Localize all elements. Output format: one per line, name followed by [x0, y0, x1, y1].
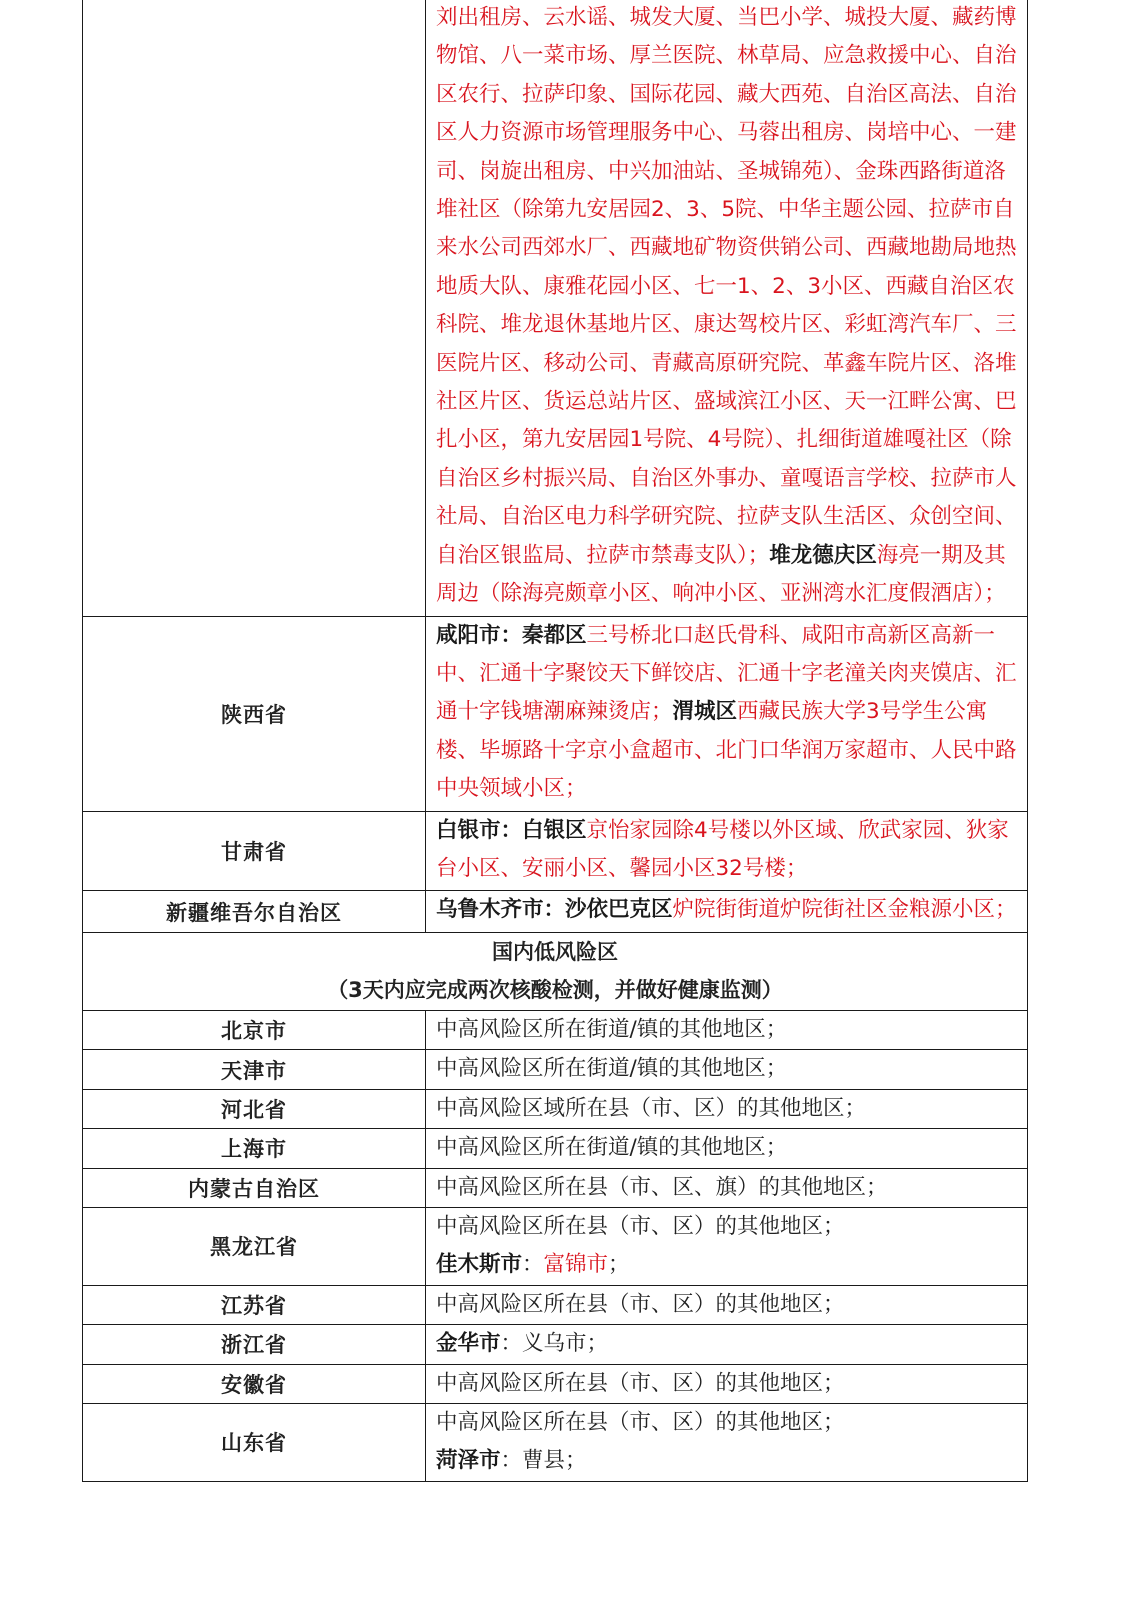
area-line	[436, 1208, 1017, 1246]
table-row	[83, 811, 1028, 891]
province-cell: 内蒙古自治区	[83, 1168, 426, 1207]
area-list-cell	[426, 1168, 1028, 1207]
area-text: 中高风险区所在县（市、区）的其他地区；	[436, 1410, 845, 1435]
area-list-cell	[426, 1404, 1028, 1482]
section-header-row	[83, 932, 1028, 1010]
area-text: 中高风险区所在街道/镇的其他地区；	[436, 1135, 788, 1161]
province-cell: 甘肃省	[83, 811, 426, 891]
area-list-cell	[426, 1285, 1028, 1324]
area-text: 中高风险区所在县（市、区）的其他地区；	[436, 1213, 845, 1239]
area-list-cell	[426, 1050, 1028, 1089]
province-cell: 陕西省	[83, 616, 426, 811]
area-line	[436, 1090, 1017, 1128]
province-cell: 河北省	[83, 1089, 426, 1128]
area-name-red: 刘出租房、云水谣、城发大厦、当巴小学、城投大厦、藏药博物馆、八一菜市场、厚兰医院、林草局、应急救援中心、自治区农行、拉萨印象、国际花园、藏大西苑、自治区高法、自治区人力资源市场管理服务中心、马蓉出租房、岗培中心、一建司、岗旋出租房、中兴加油站、圣城锦苑）、金珠西路街道洛堆社区（除第九安居园2、3、5院、中华主题公园、拉萨市自来水公司西郊水厂、西藏地矿物资供销公司、西藏地勘局地热地质大队、康雅花园小区、七一1、2、3小区、西藏自治区农科院、堆龙退休基地片区、康达驾校片区、彩虹湾汽车厂、三医院片区、移动公司、青藏高原研究院、革鑫车院片区、洛堆社区片区、货运总站片区、盛域滨江小区、天一江畔公寓、巴扎小区，第九安居园1号院、4号院）、扎细街道雄嘎社区（除自治区乡村振兴局、自治区外事办、童嘎语言学校、拉萨市人社局、自治区电力科学研究院、拉萨支队生活区、众创空间、自治区银监局、拉萨市禁毒支队）；	[436, 5, 1017, 568]
table-row	[83, 1285, 1028, 1324]
area-name-red: 京怡家园除4号楼以外区域、欣武家园、狄家台小区、安丽小区、馨园小区32号楼；	[436, 817, 1009, 881]
area-line	[436, 1325, 1017, 1363]
area-list-cell	[426, 1129, 1028, 1168]
area-list-cell	[426, 1010, 1028, 1049]
province-cell: 山东省	[83, 1404, 426, 1482]
province-cell: 上海市	[83, 1129, 426, 1168]
table-row	[83, 1089, 1028, 1128]
risk-area-table	[82, 0, 1028, 1482]
area-line	[436, 1011, 1017, 1049]
area-line	[436, 1442, 1017, 1480]
area-text: ：曹县；	[500, 1448, 587, 1474]
table-row	[83, 1207, 1028, 1285]
region-name-bold: 菏泽市	[436, 1448, 501, 1474]
area-line	[436, 1404, 1017, 1442]
province-cell: 浙江省	[83, 1325, 426, 1364]
table-row	[83, 616, 1028, 811]
area-line	[436, 1286, 1017, 1324]
province-cell: 江苏省	[83, 1285, 426, 1324]
area-line	[436, 1129, 1017, 1167]
risk-area-table-body	[83, 0, 1028, 1481]
area-name-red: 西藏民族大学3号学生公寓楼、毕塬路十字京小盒超市、北门口华润万家超市、人民中路中央领域小区；	[436, 699, 1017, 802]
area-name-red: 三号桥北口赵氏骨科、咸阳市高新区高新一中、汇通十字聚饺天下鲜饺店、汇通十字老潼关肉夹馍店、汇通十字钱塘潮麻辣烫店；	[436, 622, 1017, 725]
area-list-cell	[426, 616, 1028, 811]
table-row	[83, 1168, 1028, 1207]
area-line	[436, 1050, 1017, 1088]
area-list-cell	[426, 0, 1028, 616]
province-cell: 天津市	[83, 1050, 426, 1089]
table-row	[83, 1050, 1028, 1089]
province-cell: 北京市	[83, 1010, 426, 1049]
province-cell: 黑龙江省	[83, 1207, 426, 1285]
region-name-bold: 咸阳市：秦都区	[436, 622, 587, 648]
region-name-bold: 乌鲁木齐市：沙依巴克区	[436, 897, 673, 923]
table-row	[83, 891, 1028, 932]
area-list-cell	[426, 1089, 1028, 1128]
province-cell	[83, 0, 426, 616]
section-subtitle: （3天内应完成两次核酸检测，并做好健康监测）	[327, 978, 783, 1003]
area-text: ：	[522, 1252, 544, 1278]
region-name-bold: 白银市：白银区	[436, 817, 587, 843]
table-row	[83, 1364, 1028, 1403]
province-cell: 新疆维吾尔自治区	[83, 891, 426, 932]
area-name-red: 海亮一期及其周边（除海亮颇章小区、响冲小区、亚洲湾水汇度假酒店）；	[436, 542, 1006, 607]
table-row	[83, 1404, 1028, 1482]
area-text: 中高风险区所在街道/镇的其他地区；	[436, 1056, 788, 1082]
area-text: 中高风险区所在县（市、区）的其他地区；	[436, 1370, 845, 1396]
region-name-bold: 堆龙德庆区	[769, 542, 877, 568]
section-title: 国内低风险区	[492, 939, 618, 964]
area-list-cell	[426, 1364, 1028, 1403]
province-cell: 安徽省	[83, 1364, 426, 1403]
table-row	[83, 1129, 1028, 1168]
area-line	[436, 1365, 1017, 1403]
region-name-bold: 佳木斯市	[436, 1252, 523, 1278]
table-row	[83, 0, 1028, 616]
area-list-cell	[426, 1207, 1028, 1285]
area-line	[436, 1246, 1017, 1284]
area-line	[436, 1169, 1017, 1207]
region-name-bold: 金华市	[436, 1331, 501, 1357]
area-name-red: 富锦市	[543, 1252, 609, 1278]
area-text: 中高风险区域所在县（市、区）的其他地区；	[436, 1095, 867, 1121]
table-row	[83, 1010, 1028, 1049]
area-text: 中高风险区所在县（市、区、旗）的其他地区；	[436, 1174, 888, 1200]
area-text: ；	[608, 1252, 630, 1278]
region-name-bold: 渭城区	[672, 699, 738, 725]
table-row	[83, 1325, 1028, 1364]
area-list-cell	[426, 1325, 1028, 1364]
area-text: ：义乌市；	[500, 1331, 609, 1357]
area-list-cell	[426, 891, 1028, 932]
area-text: 中高风险区所在县（市、区）的其他地区；	[436, 1291, 845, 1317]
area-text: 中高风险区所在街道/镇的其他地区；	[436, 1016, 788, 1042]
area-name-red: 炉院街街道炉院街社区金粮源小区；	[672, 897, 1017, 923]
low-risk-section-header	[83, 932, 1028, 1010]
area-list-cell	[426, 811, 1028, 891]
